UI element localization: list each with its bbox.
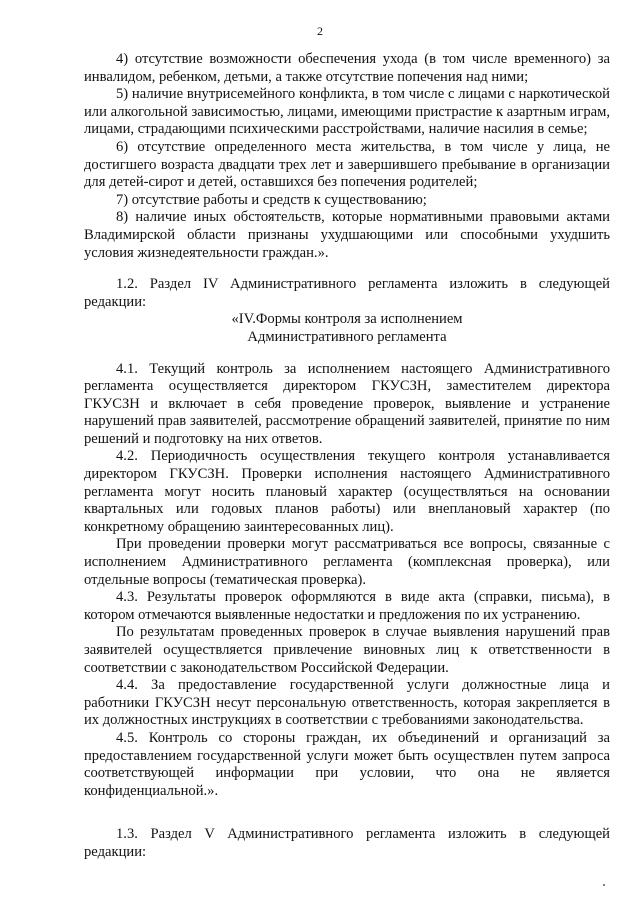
paragraph: 4.4. За предоставление государственной услуги должностные лица и работники ГКУСЗН несут персональную ответственность, которая закрепляется в их должностных инструкциях в соответствии с требованиями законодательства. [84, 677, 610, 729]
paragraph: 7) отсутствие работы и средств к существованию; [116, 191, 427, 208]
document-body [84, 51, 610, 862]
page-number: 2 [317, 24, 323, 38]
paragraph: 5) наличие внутрисемейного конфликта, в том числе с лицами с наркотической или алкогольной зависимостью, лицами, имеющими пристрастие к азартным играм, лицами, страдающими психическими расстройствами, наличие насилия в семье; [84, 86, 610, 138]
paragraph: При проведении проверки могут рассматриваться все вопросы, связанные с исполнением Административного регламента (комплексная проверка), или отдельные вопросы (тематическая проверка). [84, 536, 610, 588]
paragraph: 4) отсутствие возможности обеспечения ухода (в том числе временного) за инвалидом, ребенком, детьми, а также отсутствие попечения над ними; [84, 51, 610, 85]
scan-speck [603, 884, 605, 886]
paragraph: 1.2. Раздел IV Административного регламента изложить в следующей редакции: [84, 276, 610, 310]
section-heading: Административного регламента [247, 328, 447, 345]
paragraph: 4.3. Результаты проверок оформляются в виде акта (справки, письма), в котором отмечаются выявленные недостатки и предложения по их устранению. [84, 589, 610, 623]
section-heading: «IV.Формы контроля за исполнением [231, 311, 463, 328]
paragraph: 1.3. Раздел V Административного регламента изложить в следующей редакции: [84, 826, 610, 860]
paragraph: 4.1. Текущий контроль за исполнением настоящего Административного регламента осуществляется директором ГКУСЗН, заместителем директора ГКУСЗН и включает в себя проведение проверок, выявление и устранение нарушений прав заявителей, рассмотрение обращений заявителей, принятие по ним решений и подготовку на них ответов. [84, 360, 610, 447]
paragraph: 6) отсутствие определенного места жительства, в том числе у лица, не достигшего возраста двадцати трех лет и завершившего пребывание в организации для детей-сирот и детей, оставшихся без попечения родителей; [84, 138, 610, 191]
paragraph: По результатам проведенных проверок в случае выявления нарушений прав заявителей осуществляется привлечение виновных лиц к ответственности в соответствии с законодательством Российской Федерации. [84, 624, 610, 676]
paragraph: 4.2. Периодичность осуществления текущего контроля устанавливается директором ГКУСЗН. Проверки исполнения настоящего Административного регламента могут носить плановый характер (осуществляться на основании квартальных или годовых планов работы) или внеплановый характер (по конкретному обращению заинтересованных лиц). [84, 448, 610, 535]
paragraph: 8) наличие иных обстоятельств, которые нормативными правовыми актами Владимирской области признаны ухудшающими или способными ухудшить условия жизнедеятельности граждан.». [84, 209, 610, 261]
paragraph: 4.5. Контроль со стороны граждан, их объединений и организаций за предоставлением государственной услуги может быть осуществлен путем запроса соответствующей информации при условии, что она не является конфиденциальной.». [84, 729, 610, 799]
